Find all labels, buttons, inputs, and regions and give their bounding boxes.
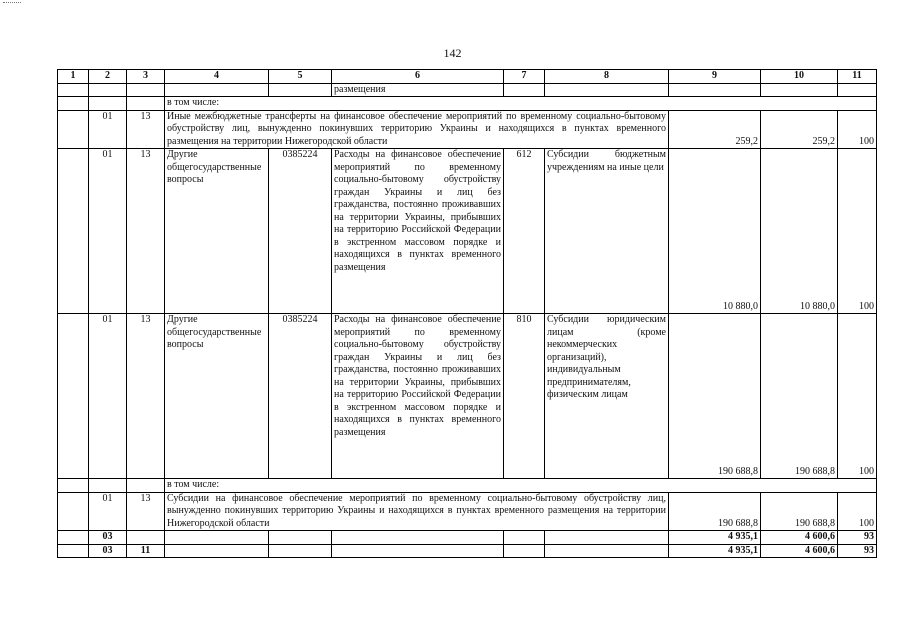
column-header: 3 bbox=[127, 70, 165, 84]
cell-description: Расходы на финансовое обеспечение мероприятий по временному социально-бытовому обустройству граждан Украины и лиц без гражданства, постоянно проживавших на территории Украины, прибывших на территорию Российской Федерации в экстренном массовом порядке и находящихся в пунктах временного размещения bbox=[332, 314, 504, 479]
column-header: 11 bbox=[838, 70, 877, 84]
table-row-section-total bbox=[58, 531, 877, 545]
cell-percent: 100 bbox=[838, 149, 877, 314]
column-header: 4 bbox=[165, 70, 269, 84]
cell-plan: 4 935,1 bbox=[669, 544, 761, 558]
including-label: в том числе: bbox=[165, 479, 877, 493]
column-header: 5 bbox=[269, 70, 332, 84]
table-row-continuation bbox=[58, 83, 877, 97]
cell-plan: 259,2 bbox=[669, 110, 761, 149]
cell-actual: 10 880,0 bbox=[761, 149, 838, 314]
cell-target-code: 0385224 bbox=[269, 149, 332, 314]
cell-expense-code: 810 bbox=[504, 314, 545, 479]
table-row bbox=[58, 110, 877, 149]
cell-section: 01 bbox=[89, 149, 127, 314]
cell-expense-type: Субсидии юридическим лицам (кроме некоммерческих организаций), индивидуальным предпринимателям, физическим лицам bbox=[545, 314, 669, 479]
table-row bbox=[58, 149, 877, 314]
cell-percent: 100 bbox=[838, 492, 877, 531]
column-header: 10 bbox=[761, 70, 838, 84]
cell-expense-type: Субсидии бюджетным учреждениям на иные цели bbox=[545, 149, 669, 314]
cell-transfer-description: Иные межбюджетные трансферты на финансовое обеспечение мероприятий по временному социально-бытовому обустройству лиц, вынужденно покинувших территорию Украины и находящихся в пунктах временного размещения на территории Нижегородской области bbox=[165, 110, 669, 149]
column-header: 8 bbox=[545, 70, 669, 84]
cell-actual: 190 688,8 bbox=[761, 492, 838, 531]
cell-plan: 4 935,1 bbox=[669, 531, 761, 545]
cell-percent: 100 bbox=[838, 110, 877, 149]
cell-expense-code: 612 bbox=[504, 149, 545, 314]
cell-section: 03 bbox=[89, 544, 127, 558]
table-row bbox=[58, 314, 877, 479]
cell-description: размещения bbox=[332, 83, 504, 97]
cell-description: Расходы на финансовое обеспечение мероприятий по временному социально-бытовому обустройству граждан Украины и лиц без гражданства, постоянно проживавших на территории Украины, прибывших на территорию Российской Федерации в экстренном массовом порядке и находящихся в пунктах временного размещения bbox=[332, 149, 504, 314]
column-header: 2 bbox=[89, 70, 127, 84]
column-header: 7 bbox=[504, 70, 545, 84]
cell-actual: 4 600,6 bbox=[761, 531, 838, 545]
cell-percent: 93 bbox=[838, 544, 877, 558]
table-row-subsection-total bbox=[58, 544, 877, 558]
cell-target-code: 0385224 bbox=[269, 314, 332, 479]
scan-edge-mark bbox=[3, 2, 21, 3]
cell-subsidy-description: Субсидии на финансовое обеспечение мероприятий по временному социально-бытовому обустройству лиц, вынужденно покинувших территорию Украины и находящихся в пунктах временного размещения на территории Нижегородской области bbox=[165, 492, 669, 531]
cell-subsection: 13 bbox=[127, 110, 165, 149]
cell-subsection: 11 bbox=[127, 544, 165, 558]
cell-category: Другие общегосударственные вопросы bbox=[165, 314, 269, 479]
column-header: 6 bbox=[332, 70, 504, 84]
cell-actual: 190 688,8 bbox=[761, 314, 838, 479]
column-header: 1 bbox=[58, 70, 89, 84]
cell-subsection: 13 bbox=[127, 492, 165, 531]
cell-percent: 100 bbox=[838, 314, 877, 479]
table-row bbox=[58, 492, 877, 531]
cell-category: Другие общегосударственные вопросы bbox=[165, 149, 269, 314]
cell-percent: 93 bbox=[838, 531, 877, 545]
cell-plan: 10 880,0 bbox=[669, 149, 761, 314]
column-header: 9 bbox=[669, 70, 761, 84]
page-number: 142 bbox=[443, 46, 462, 60]
budget-table bbox=[57, 69, 877, 558]
cell-plan: 190 688,8 bbox=[669, 314, 761, 479]
cell-section: 01 bbox=[89, 110, 127, 149]
cell-actual: 4 600,6 bbox=[761, 544, 838, 558]
including-label: в том числе: bbox=[165, 97, 877, 111]
column-number-header bbox=[58, 70, 877, 84]
cell-section: 01 bbox=[89, 492, 127, 531]
cell-section: 01 bbox=[89, 314, 127, 479]
table-row-including bbox=[58, 479, 877, 493]
cell-plan: 190 688,8 bbox=[669, 492, 761, 531]
cell-section: 03 bbox=[89, 531, 127, 545]
cell-subsection: 13 bbox=[127, 314, 165, 479]
cell-subsection: 13 bbox=[127, 149, 165, 314]
cell-actual: 259,2 bbox=[761, 110, 838, 149]
table-row-including bbox=[58, 97, 877, 111]
